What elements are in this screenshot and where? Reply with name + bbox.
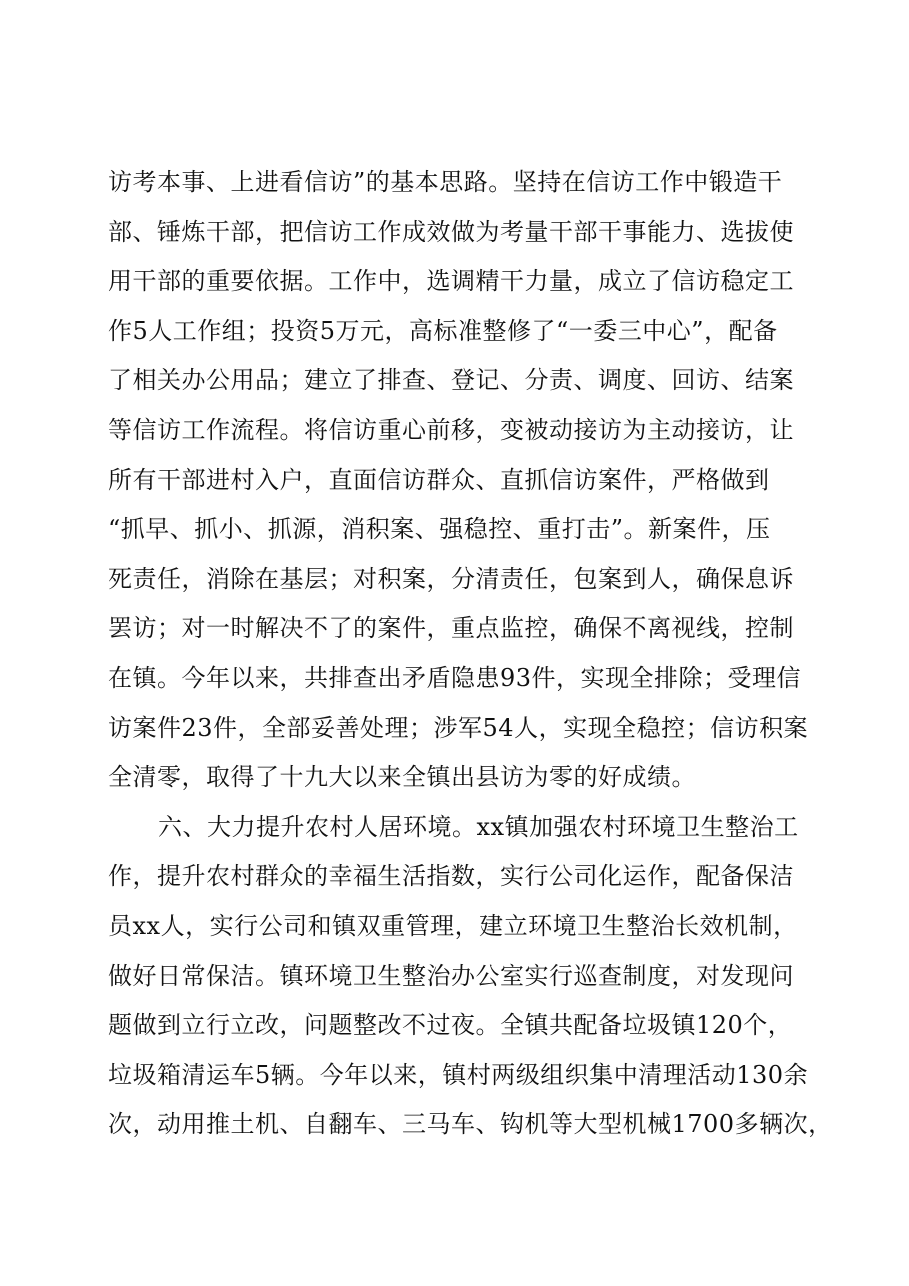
text-line: 做好日常保洁。镇环境卫生整治办公室实行巡查制度，对发现问 (108, 961, 794, 990)
body-text (108, 158, 833, 1150)
text-line: 用干部的重要依据。工作中，选调精干力量，成立了信访稳定工 (108, 267, 794, 296)
text-line: 在镇。今年以来，共排查出矛盾隐患93件，实现全排除；受理信 (108, 663, 802, 692)
section-heading-line: 六、大力提升农村人居环境。xx镇加强农村环境卫生整治工 (158, 812, 799, 841)
text-line: 所有干部进村入户，直面信访群众、直抓信访案件，严格做到 (108, 465, 770, 494)
text-line: 题做到立行立改，问题整改不过夜。全镇共配备垃圾镇120个， (108, 1011, 793, 1040)
text-line: 死责任，消除在基层；对积案，分清责任，包案到人，确保息诉 (108, 564, 794, 593)
text-line: 部、锤炼干部，把信访工作成效做为考量干部干事能力、选拔使 (108, 217, 794, 246)
text-line: 员xx人，实行公司和镇双重管理，建立环境卫生整治长效机制， (108, 911, 798, 940)
text-line: 作，提升农村群众的幸福生活指数，实行公司化运作，配备保洁 (108, 862, 794, 891)
text-line: 垃圾箱清运车5辆。今年以来，镇村两级组织集中清理活动130余 (108, 1060, 809, 1089)
text-line: 等信访工作流程。将信访重心前移，变被动接访为主动接访，让 (108, 415, 794, 444)
text-line: 罢访；对一时解决不了的案件，重点监控，确保不离视线，控制 (108, 614, 794, 643)
text-line: 作5人工作组；投资5万元，高标准整修了“一委三中心”，配备 (108, 316, 778, 345)
text-line: 访考本事、上进看信访”的基本思路。坚持在信访工作中锻造干 (108, 168, 783, 196)
text-line: “抓早、抓小、抓源，消积案、强稳控、重打击”。新案件，压 (108, 515, 771, 544)
text-line: 全清零，取得了十九大以来全镇出县访为零的好成绩。 (108, 763, 696, 792)
text-line: 次，动用推土机、自翻车、三马车、钩机等大型机械1700多辆次， (108, 1110, 833, 1139)
text-line: 访案件23件，全部妥善处理；涉军54人，实现全稳控；信访积案 (108, 713, 809, 742)
text-line: 了相关办公用品；建立了排查、登记、分责、调度、回访、结案 (108, 366, 794, 395)
